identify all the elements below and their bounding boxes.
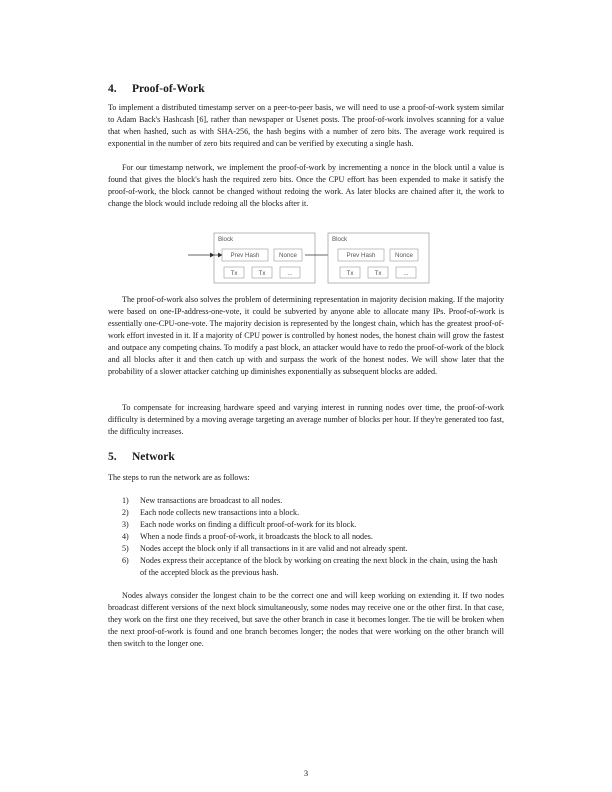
block-2-tx-1: Tx [346,270,354,277]
section-4-number: 4. [108,83,117,95]
block-1-label: Block [218,236,234,243]
list-item: 1) New transactions are broadcast to all nodes. [122,496,283,505]
section-4-paragraph-4: To compensate for increasing hardware speed and varying interest in running nodes over time, the proof-of-work difficulty is determined by a moving average targeting an average number of blocks per hour. If they're generated too fast, the difficulty increases. [108,403,504,436]
section-5-closing-paragraph: Nodes always consider the longest chain to be the correct one and will keep working on extending it. If two nodes broadcast different versions of the next block simultaneously, some nodes may receive one or the other first. In that case, they work on the first one they received, but save the other branch in case it becomes longer. The tie will be broken when the next proof-of-work is found and one branch becomes longer; the nodes that were working on the other branch will then switch to the longer one. [108,591,504,648]
section-4-title: Proof-of-Work [132,83,205,95]
network-steps-list [108,495,504,579]
section-5-title: Network [132,451,175,463]
block-2-nonce: Nonce [395,252,413,259]
block-2-label: Block [332,236,348,243]
section-4-paragraph-1: To implement a distributed timestamp server on a peer-to-peer basis, we will need to use a proof-of-work system similar to Adam Back's Hashcash [6], rather than newspaper or Usenet posts. The proof-of-work involves scanning for a value that when hashed, such as with SHA-256, the hash begins with a number of zero bits. The average work required is exponential in the number of zero bits required and can be verified by executing a single hash. [108,103,504,148]
block-1-tx-more: ... [287,270,293,277]
section-4-paragraph-3: The proof-of-work also solves the problem of determining representation in majority decision making. If the majority were based on one-IP-address-one-vote, it could be subverted by anyone able to allocate many IPs. Proof-of-work is essentially one-CPU-one-vote. The majority decision is represented by the longest chain, which has the greatest proof-of-work effort invested in it. If a majority of CPU power is controlled by honest nodes, the honest chain will grow the fastest and outpace any competing chains. To modify a past block, an attacker would have to redo the proof-of-work of the block and all blocks after it and then catch up with and surpass the work of the honest nodes. We will show later that the probability of a slower attacker catching up diminishes exponentially as subsequent blocks are added. [108,295,504,376]
list-item: 6) Nodes express their acceptance of the block by working on creating the next block in the chain, using the hash of the accepted block as the previous hash. [122,556,498,577]
list-item: 2) Each node collects new transactions into a block. [122,508,300,517]
block-2-tx-more: ... [403,270,409,277]
page-number: 3 [303,768,309,778]
section-4-heading [108,83,205,95]
list-item: 5) Nodes accept the block only if all transactions in it are valid and not already spent. [122,544,408,553]
block-chain-diagram [180,231,430,287]
block-1-nonce: Nonce [279,252,297,259]
section-5-heading [108,451,175,463]
section-4-paragraph-2: For our timestamp network, we implement the proof-of-work by incrementing a nonce in the block until a value is found that gives the block's hash the required zero bits. Once the CPU effort has been expended to make it satisfy the proof-of-work, the block cannot be changed without redoing the work. As later blocks are chained after it, the work to change the block would include redoing all the blocks after it. [108,163,504,208]
block-1-prev-hash: Prev Hash [230,252,260,259]
block-2-tx-2: Tx [374,270,382,277]
section-5-number: 5. [108,451,117,463]
block-1-tx-2: Tx [258,270,266,277]
section-5-intro: The steps to run the network are as follows: [108,473,250,482]
block-1-tx-1: Tx [230,270,238,277]
block-2-prev-hash: Prev Hash [346,252,376,259]
list-item: 3) Each node works on finding a difficult proof-of-work for its block. [122,520,357,529]
list-item: 4) When a node finds a proof-of-work, it broadcasts the block to all nodes. [122,532,373,541]
